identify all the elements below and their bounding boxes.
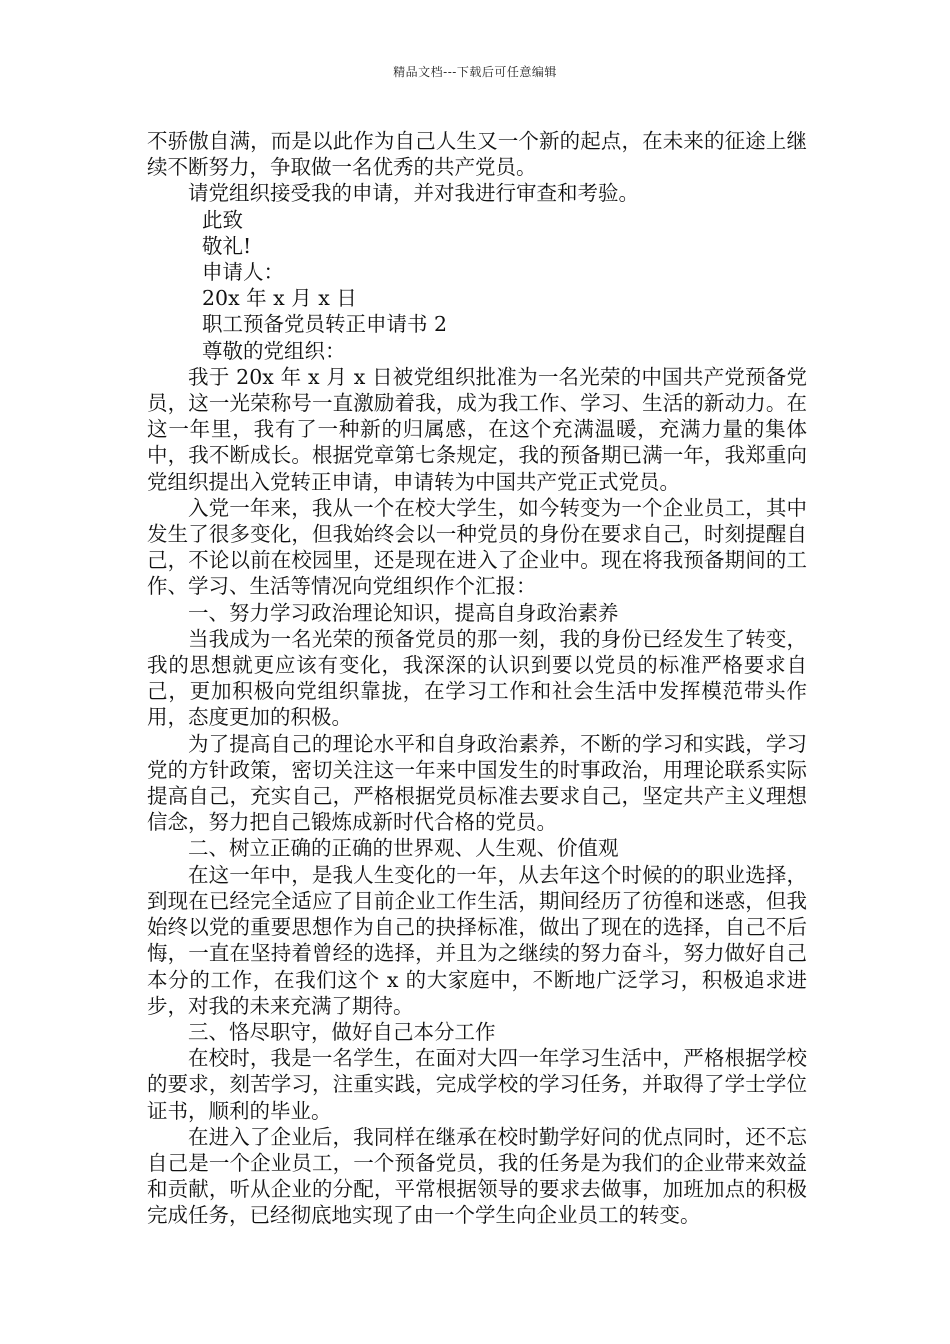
paragraph: 我于 20x 年 x 月 x 日被党组织批准为一名光荣的中国共产党预备党员，这一光荣称号一直激励着我，成为我工作、学习、生活的新动力。在这一年里，我有了一种新的归属感，在这个充满温暖，充满力量的集体中，我不断成长。根据党章第七条规定，我的预备期已满一年，我郑重向党组织提出入党转正申请，申请转为中国共产党正式党员。 xyxy=(147,364,807,494)
salutation-line: 此致 xyxy=(202,207,243,232)
paragraph: 为了提高自己的理论水平和自身政治素养，不断的学习和实践，学习党的方针政策，密切关注这一年来中国发生的时事政治，用理论联系实际提高自己，充实自己，严格根据党员标准去要求自己，坚定共产主义理想信念，努力把自己锻炼成新时代合格的党员。 xyxy=(147,731,807,835)
section-title: 职工预备党员转正申请书 2 xyxy=(202,312,448,337)
salutation-line: 敬礼! xyxy=(202,233,252,258)
paragraph: 请党组织接受我的申请，并对我进行审查和考验。 xyxy=(188,181,639,206)
greeting-line: 尊敬的党组织： xyxy=(202,338,346,363)
date-line: 20x 年 x 月 x 日 xyxy=(202,286,357,311)
paragraph: 入党一年来，我从一个在校大学生，如今转变为一个企业员工，其中发生了很多变化，但我始终会以一种党员的身份在要求自己，时刻提醒自己，不论以前在校园里，还是现在进入了企业中。现在将我预备期间的工作、学习、生活等情况向党组织作个汇报： xyxy=(147,495,807,599)
paragraph: 在进入了企业后，我同样在继承在校时勤学好问的优点同时，还不忘自己是一个企业员工，一个预备党员，我的任务是为我们的企业带来效益和贡献，听从企业的分配，平常根据领导的要求去做事，加班加点的积极完成任务，已经彻底地实现了由一个学生向企业员工的转变。 xyxy=(147,1124,807,1228)
document-body xyxy=(147,128,807,1229)
section-heading: 二、树立正确的正确的世界观、人生观、价值观 xyxy=(188,836,619,861)
paragraph: 在校时，我是一名学生，在面对大四一年学习生活中，严格根据学校的要求，刻苦学习，注重实践，完成学校的学习任务，并取得了学士学位证书，顺利的毕业。 xyxy=(147,1046,807,1123)
section-heading: 一、努力学习政治理论知识，提高自身政治素养 xyxy=(188,600,619,625)
paragraph: 不骄傲自满，而是以此作为自己人生又一个新的起点，在未来的征途上继续不断努力，争取做一名优秀的共产党员。 xyxy=(147,129,807,180)
section-heading: 三、恪尽职守，做好自己本分工作 xyxy=(188,1019,496,1044)
paragraph: 在这一年中，是我人生变化的一年，从去年这个时候的的职业选择，到现在已经完全适应了目前企业工作生活，期间经历了彷徨和迷惑，但我始终以党的重要思想作为自己的抉择标准，做出了现在的选择，自己不后悔，一直在坚持着曾经的选择，并且为之继续的努力奋斗，努力做好自己本分的工作，在我们这个 x 的大家庭中，不断地广泛学习，积极追求进步，对我的未来充满了期待。 xyxy=(147,862,807,1018)
page-header: 精品文档---下载后可任意编辑 xyxy=(393,65,557,79)
applicant-line: 申请人： xyxy=(202,260,284,285)
paragraph: 当我成为一名光荣的预备党员的那一刻，我的身份已经发生了转变，我的思想就更应该有变化，我深深的认识到要以党员的标准严格要求自己，更加积极向党组织靠拢，在学习工作和社会生活中发挥模范带头作用，态度更加的积极。 xyxy=(147,626,807,730)
